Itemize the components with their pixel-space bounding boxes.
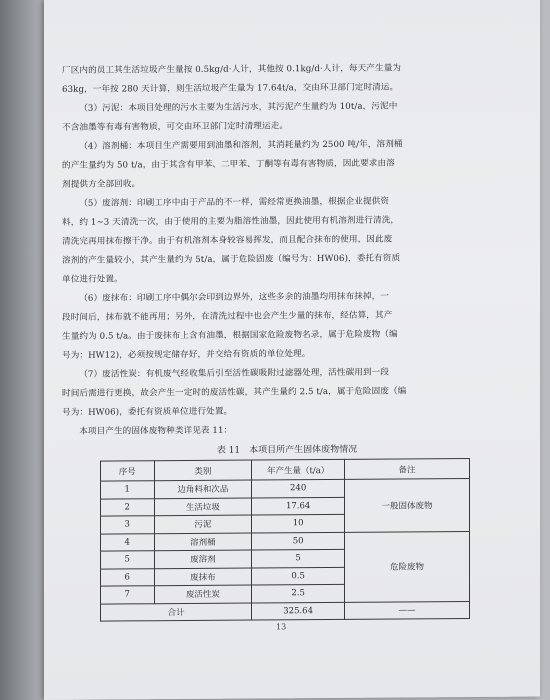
cell-category: 溶剂桶 <box>154 533 252 551</box>
paragraph-line: 单位进行处置。 <box>62 274 123 285</box>
cell-amount: 5 <box>252 549 345 567</box>
paragraph-line: 生量约为 0.5 t/a。由于废抹布上含有油墨，根据国家危险废物名录，属于危险废物（编 <box>62 329 398 342</box>
waste-table <box>100 458 470 622</box>
cell-category: 污泥 <box>154 515 252 533</box>
cell-amount: 17.64 <box>252 497 345 515</box>
header-no: 序号 <box>101 461 155 481</box>
paragraph-line: 不含油墨等有毒有害物质，可交由环卫部门定时清理运走。 <box>62 121 289 133</box>
cell-category: 废活性炭 <box>154 585 252 603</box>
cell-no: 2 <box>101 498 155 516</box>
cell-no: 6 <box>101 568 155 586</box>
paragraph-line: （6）废抹布：印刷工序中偶尔会印到边界外，这些多余的油墨均用抹布抹掉，一 <box>79 291 390 304</box>
cell-total-label: 合计 <box>101 603 252 622</box>
cell-category: 废抹布 <box>154 568 252 586</box>
cell-amount: 10 <box>252 514 345 532</box>
cell-category: 废溶剂 <box>154 550 252 568</box>
cell-no: 3 <box>101 516 155 534</box>
paragraph-line: 厂区内的员工其生活垃圾产生量按 0.5kg/d·人计，其他按 0.1kg/d·人计，每天产生量为 <box>62 63 402 76</box>
cell-no: 7 <box>101 586 155 604</box>
cell-note-hazard: 危险废物 <box>345 531 470 602</box>
table-row <box>101 531 470 551</box>
page-content <box>62 59 512 622</box>
cell-no: 4 <box>101 533 155 551</box>
cell-category: 生活垃圾 <box>154 498 252 516</box>
paragraph-line: 63kg，一年按 280 天计算，则生活垃圾产生量为 17.64t/a，交由环卫部门定时清运。 <box>62 82 399 95</box>
paragraph-line: 清洗完再用抹布擦干净。由于有机溶剂本身较容易挥发，而且配合抹布的使用，因此废 <box>62 234 393 247</box>
table-row <box>101 479 470 499</box>
cell-total-amount: 325.64 <box>252 602 345 620</box>
cell-amount: 2.5 <box>252 584 345 602</box>
paragraph-line: 时间后需进行更换，故会产生一定时的废活性碳，其产生量约 2.5 t/a，属于危险固废（编 <box>62 386 407 399</box>
paragraph-line: （5）废溶剂：印刷工序中由于产品的不一样，需经常更换油墨，根据企业提供资 <box>79 196 390 209</box>
cell-no: 5 <box>101 551 155 569</box>
cell-amount: 0.5 <box>252 567 345 585</box>
table-intro: 本项目产生的固体废物种类详见表 11： <box>79 425 233 437</box>
cell-category: 边角料和次品 <box>154 480 252 498</box>
paragraph-line: 段时间后，抹布就不能再用；另外，在清洗过程中也会产生少量的抹布，经估算，其产 <box>62 310 393 323</box>
cell-note-general: 一般固体废物 <box>345 479 470 532</box>
header-amount: 年产生量（t/a） <box>252 459 345 480</box>
paragraph-line: 料，约 1~3 天清洗一次，由于使用的主要为脂溶性油墨，因此使用有机溶剂进行清洗， <box>62 215 400 228</box>
table-header-row <box>101 459 470 482</box>
table-caption: 表 11 本项目所产生固体废物情况 <box>216 444 358 456</box>
paragraph-line: 号为：HW06)，委托有资质单位进行处置。 <box>62 406 233 418</box>
paragraph-line: （4）溶剂桶：本项目生产需要用到油墨和溶剂，其消耗量约为 2500 吨/年，溶剂桶 <box>79 139 403 152</box>
paragraph-line: 的产生量约为 50 t/a，由于其含有甲苯、二甲苯、丁酮等有毒有害物质，因此要求由溶 <box>62 158 395 171</box>
paragraph-line: 溶剂的产生量较小，其产生量约为 5t/a，属于危险固废（编号为：HW06)，委托有资质 <box>62 253 401 266</box>
cell-amount: 240 <box>252 479 345 497</box>
page-number: 13 <box>276 622 287 632</box>
table-total-row <box>101 601 470 621</box>
paragraph-line: （3）污泥：本项目处理的污水主要为生活污水，其污泥产生量约为 10t/a，污泥中 <box>79 101 398 114</box>
header-category: 类别 <box>154 460 252 481</box>
paragraph-line: 剂提供方全部回收。 <box>62 179 141 190</box>
paragraph-line: 号为：HW12)，必须按规定储存好，并交给有资质的单位处理。 <box>62 349 311 361</box>
header-note: 备注 <box>345 459 470 480</box>
cell-amount: 50 <box>252 532 345 550</box>
cell-total-note: —— <box>345 601 470 619</box>
paragraph-line: （7）废活性炭：有机废气经收集后引至活性碳吸附过滤器处理，活性碳用到一段 <box>79 367 390 380</box>
document-page <box>44 0 540 700</box>
cell-no: 1 <box>101 481 155 499</box>
